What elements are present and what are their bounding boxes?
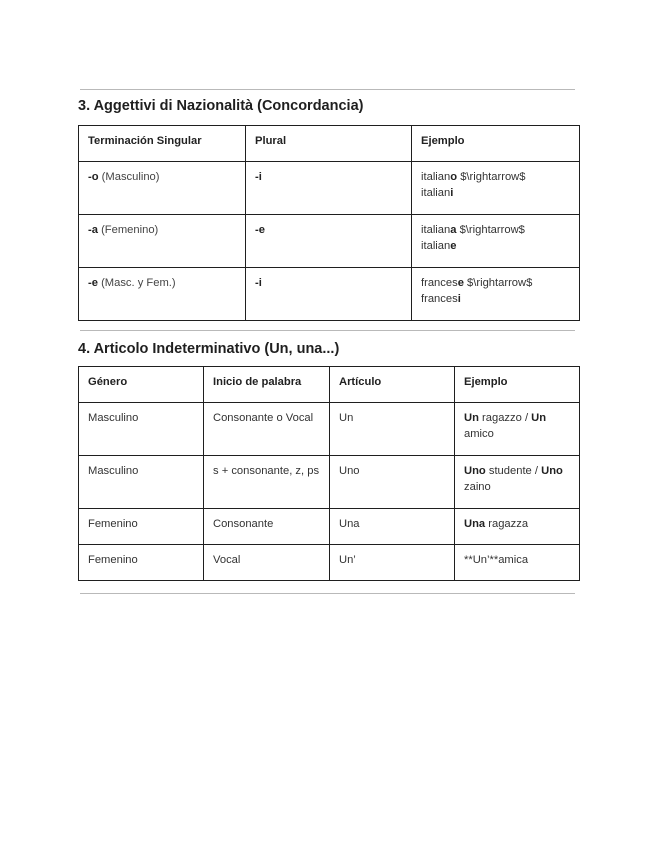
table-header-row <box>79 126 580 162</box>
cell-articulo: Uno <box>330 456 455 509</box>
cell-inicio: Vocal <box>204 545 330 581</box>
table-row <box>79 215 580 268</box>
header-inicio: Inicio de palabra <box>204 367 330 403</box>
cell-example: francese $\rightarrow$ francesi <box>412 268 580 321</box>
middle-divider <box>80 330 575 331</box>
cell-example: Un ragazzo / Un amico <box>455 403 580 456</box>
cell-ending: -e (Masc. y Fem.) <box>79 268 246 321</box>
bottom-divider <box>80 593 575 594</box>
cell-articulo: Una <box>330 509 455 545</box>
cell-genero: Masculino <box>79 403 204 456</box>
indefinite-article-table <box>78 366 580 581</box>
cell-example: Una ragazza <box>455 509 580 545</box>
table-row <box>79 545 580 581</box>
cell-genero: Femenino <box>79 509 204 545</box>
cell-genero: Masculino <box>79 456 204 509</box>
header-genero: Género <box>79 367 204 403</box>
cell-plural: -i <box>246 162 412 215</box>
cell-example: italiana $\rightarrow$ italiane <box>412 215 580 268</box>
cell-articulo: Un’ <box>330 545 455 581</box>
cell-inicio: s + consonante, z, ps <box>204 456 330 509</box>
cell-plural: -i <box>246 268 412 321</box>
table-row <box>79 268 580 321</box>
cell-plural: -e <box>246 215 412 268</box>
cell-example: Uno studente / Uno zaino <box>455 456 580 509</box>
cell-articulo: Un <box>330 403 455 456</box>
header-terminacion: Terminación Singular <box>79 126 246 162</box>
table-row <box>79 403 580 456</box>
nationality-adjectives-table <box>78 125 580 321</box>
cell-inicio: Consonante o Vocal <box>204 403 330 456</box>
table-row <box>79 509 580 545</box>
table-row <box>79 456 580 509</box>
header-articulo: Artículo <box>330 367 455 403</box>
header-plural: Plural <box>246 126 412 162</box>
cell-genero: Femenino <box>79 545 204 581</box>
cell-ending: -o (Masculino) <box>79 162 246 215</box>
header-ejemplo: Ejemplo <box>412 126 580 162</box>
section-4-title: 4. Articolo Indeterminativo (Un, una...) <box>78 341 340 357</box>
cell-ending: -a (Femenino) <box>79 215 246 268</box>
section-3-title: 3. Aggettivi di Nazionalità (Concordancia) <box>78 98 364 114</box>
cell-example: italiano $\rightarrow$ italiani <box>412 162 580 215</box>
header-ejemplo: Ejemplo <box>455 367 580 403</box>
cell-example: **Un’**amica <box>455 545 580 581</box>
top-divider <box>80 89 575 90</box>
cell-inicio: Consonante <box>204 509 330 545</box>
table-header-row <box>79 367 580 403</box>
table-row <box>79 162 580 215</box>
